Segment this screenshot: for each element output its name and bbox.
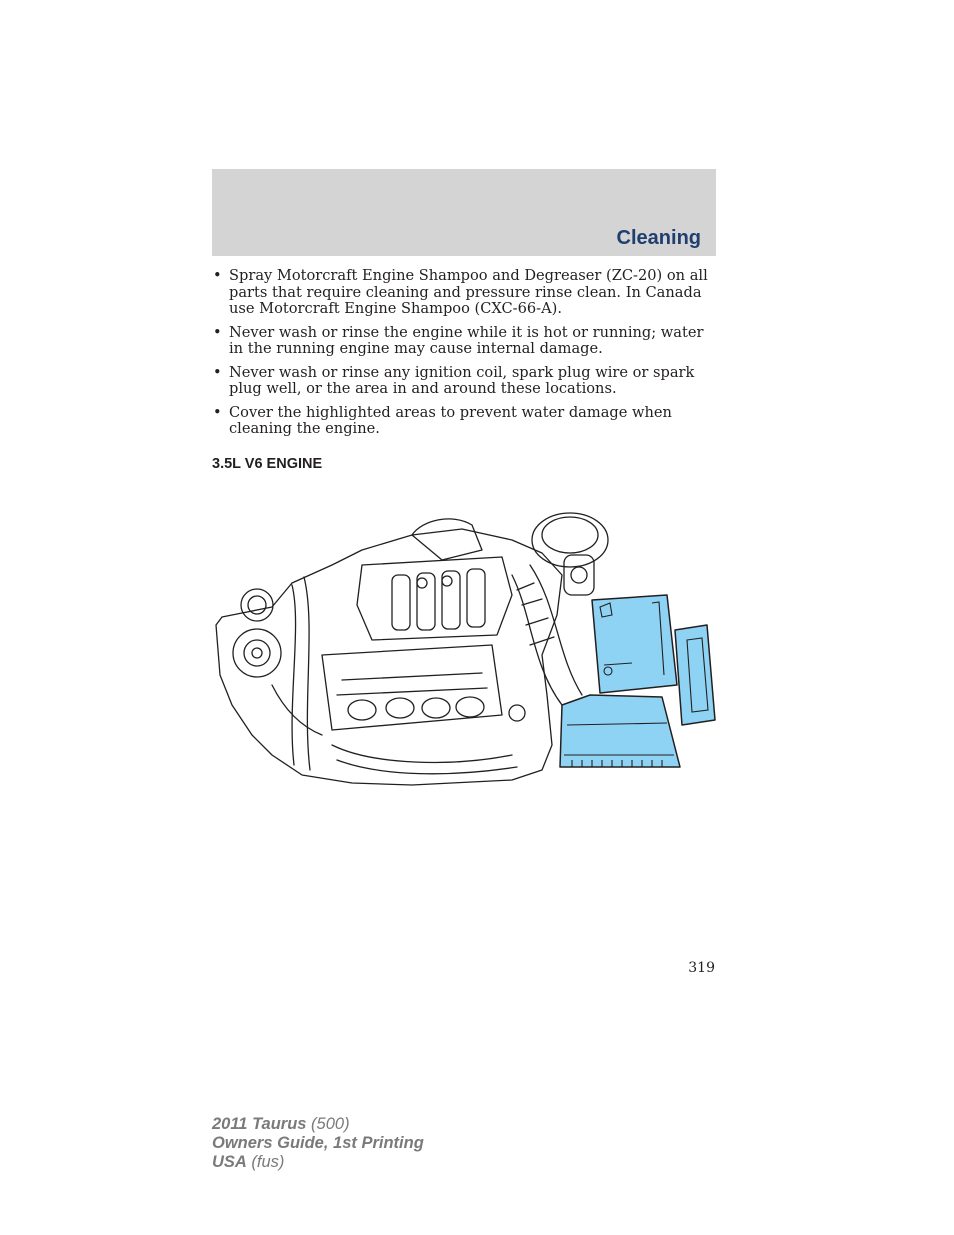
page-title: Cleaning bbox=[616, 227, 701, 249]
bullet-list bbox=[212, 268, 716, 445]
highlight-air-filter bbox=[560, 695, 680, 767]
bullet-icon: • bbox=[213, 363, 222, 381]
list-item: • Never wash or rinse the engine while it is hot or running; water in the running engine may cause internal damage. bbox=[213, 323, 704, 357]
engine-illustration bbox=[212, 505, 718, 790]
bullet-icon: • bbox=[213, 323, 222, 341]
list-item: • Cover the highlighted areas to prevent water damage when cleaning the engine. bbox=[213, 403, 672, 437]
footer-line-region: USA (fus) bbox=[212, 1153, 285, 1171]
list-item: • Never wash or rinse any ignition coil, spark plug wire or spark plug well, or the area in and around these locations. bbox=[213, 363, 695, 397]
footer-line-guide: Owners Guide, 1st Printing bbox=[212, 1134, 424, 1152]
highlight-fuse-box bbox=[675, 625, 715, 725]
air-intake-tube bbox=[512, 575, 562, 705]
footer-line-model: 2011 Taurus (500) bbox=[212, 1115, 350, 1133]
bullet-icon: • bbox=[213, 267, 222, 284]
footer bbox=[212, 1115, 424, 1172]
list-item: • Spray Motorcraft Engine Shampoo and Degreaser (ZC-20) on all parts that require cleaning and pressure rinse clean. In Canada use Motorcraft Engine Shampoo (CXC-66-A). bbox=[213, 267, 708, 317]
bullet-icon: • bbox=[213, 403, 222, 421]
pulley bbox=[233, 629, 281, 677]
highlight-battery bbox=[592, 595, 677, 693]
reservoir-cap bbox=[241, 589, 273, 621]
header-band bbox=[212, 169, 716, 256]
page-number: 319 bbox=[688, 960, 715, 976]
engine-block-outline bbox=[216, 529, 562, 785]
section-heading: 3.5L V6 ENGINE bbox=[212, 456, 323, 472]
valve-cover bbox=[322, 645, 502, 730]
